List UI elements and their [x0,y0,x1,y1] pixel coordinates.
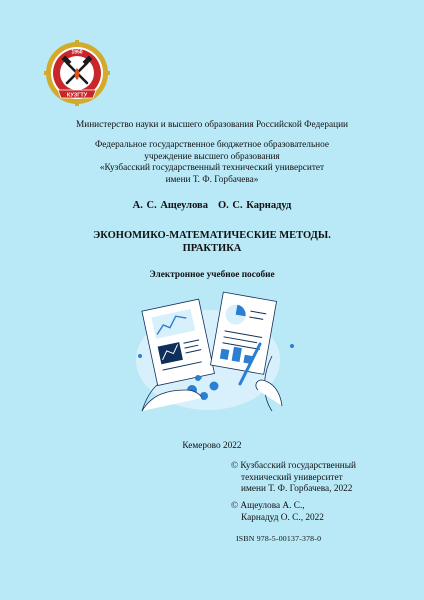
institution-line: Федеральное государственное бюджетное образовательное [94,140,330,150]
university-emblem-icon [44,40,110,106]
author-name: А. С. Ащеулова [132,200,208,211]
city-year: Кемерово 2022 [182,441,242,451]
author-name: О. С. Карнадуд [217,200,292,211]
copyright-line: Кузбасский государственный [240,461,356,471]
institution-line: учреждение высшего образования [144,151,280,162]
copyright-line: Карнадуд О. С., 2022 [241,512,324,523]
copyright-authors [231,501,324,524]
data-analysis-illustration-icon [112,286,312,416]
copyright-university [231,461,356,496]
institution-line: «Кузбасский государственный технический университет [99,163,325,173]
copyright-mark: © [231,501,239,511]
book-subtitle: Электронное учебное пособие [149,270,275,280]
copyright-line: имени Т. Ф. Горбачева, 2022 [241,484,353,494]
title-line: ПРАКТИКА [182,243,242,254]
authors [40,200,384,211]
copyright-line: Ащеулова А. С., [240,501,305,511]
institution-line: имени Т. Ф. Горбачева» [165,174,259,185]
emblem-year: 1950 [71,49,83,56]
ministry-line: Министерство науки и высшего образования Российской Федерации [75,120,349,130]
copyright-mark: © [231,461,239,471]
emblem-abbr: КУЗГТУ [66,92,88,99]
book-title [40,229,384,255]
title-line: ЭКОНОМИКО-МАТЕМАТИЧЕСКИЕ МЕТОДЫ. [93,230,331,241]
copyright-line: технический университет [241,472,343,483]
isbn: ISBN 978-5-00137-378-0 [236,534,322,543]
institution-name [40,140,384,186]
